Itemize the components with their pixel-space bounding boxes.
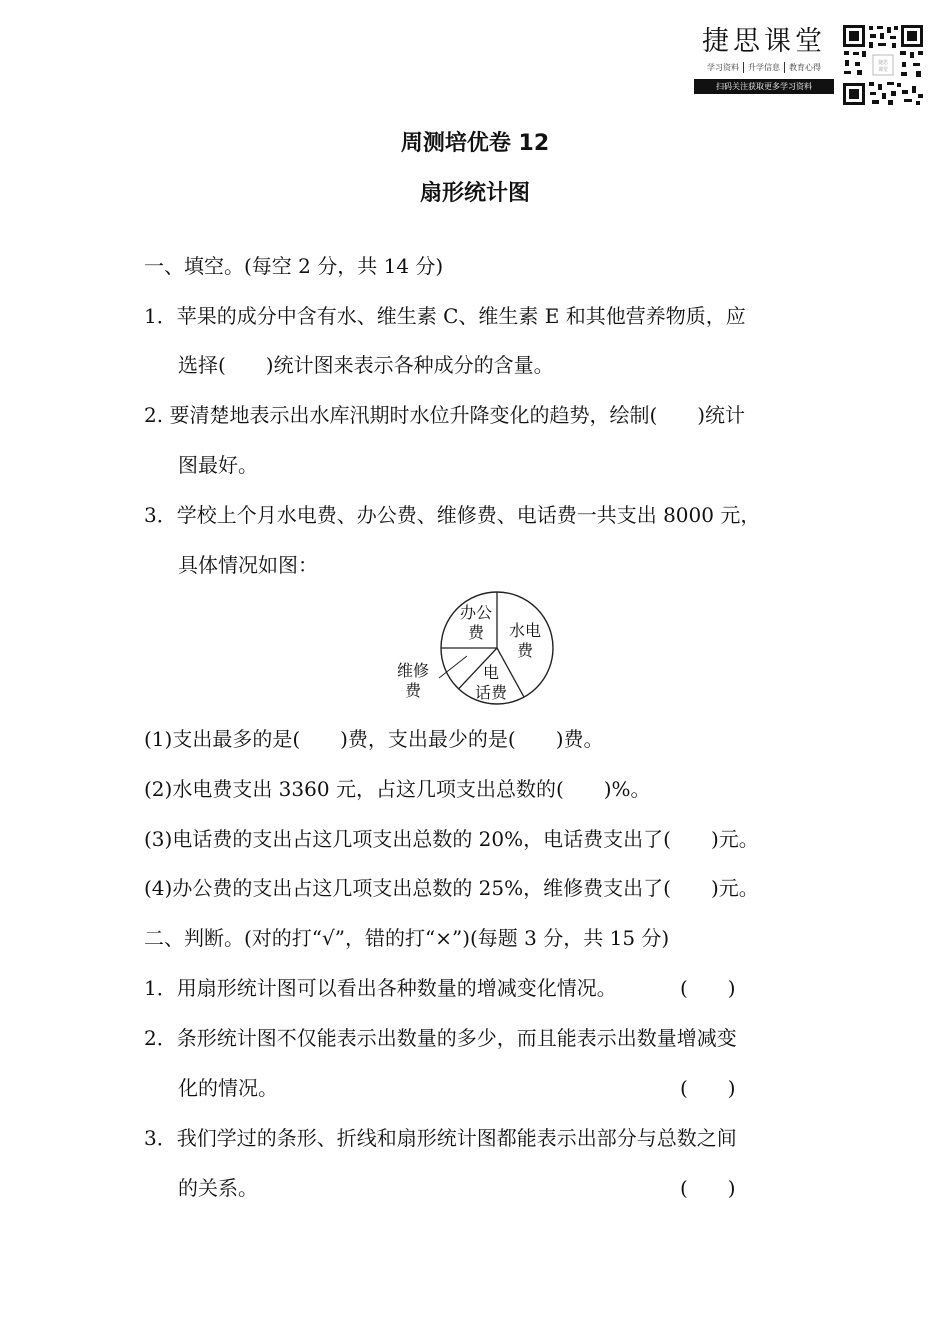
sub-question-2: (2)水电费支出 3360 元，占这几项支出总数的( )%。	[144, 777, 651, 801]
judge-1: 1．用扇形统计图可以看出各种数量的增减变化情况。	[144, 976, 617, 1000]
brand-bar: 扫码关注获取更多学习资料	[694, 79, 834, 94]
pie-slice-label: 费	[467, 623, 485, 642]
page-title: 周测培优卷 12	[400, 131, 550, 156]
sub-question-3: (3)电话费的支出占这几项支出总数的 20%，电话费支出了( )元。	[144, 827, 759, 851]
pie-slice-label: 费	[516, 641, 534, 660]
section1-heading: 一、填空。(每空 2 分，共 14 分)	[144, 254, 444, 278]
pie-slice-label: 电	[482, 663, 500, 682]
pie-slice-label: 水电	[508, 621, 542, 640]
section2-heading: 二、判断。(对的打“√”，错的打“×”)(每题 3 分，共 15 分)	[144, 926, 670, 950]
question-1-line-2: 选择( )统计图来表示各种成分的含量。	[178, 353, 554, 377]
question-2-line-2: 图最好。	[178, 453, 258, 477]
pie-slice-label: 费	[404, 681, 422, 700]
brand-tag: 升学信息	[743, 62, 784, 73]
judge-3-line-1: 3．我们学过的条形、折线和扇形统计图都能表示出部分与总数之间	[144, 1126, 737, 1150]
page-subtitle: 扇形统计图	[419, 181, 530, 206]
pie-slice-label: 办公	[459, 603, 493, 622]
question-3-line-2: 具体情况如图：	[178, 553, 318, 577]
judge-2-answer-paren: ( )	[680, 1076, 736, 1100]
judge-3-answer-paren: ( )	[680, 1176, 736, 1200]
brand-tag: 教育心得	[784, 62, 825, 73]
brand-logo	[694, 24, 834, 94]
brand-name: 捷思课堂	[702, 26, 826, 57]
judge-1-answer-paren: ( )	[680, 976, 736, 1000]
qr-code-icon	[842, 24, 924, 106]
judge-2-line-1: 2．条形统计图不仅能表示出数量的多少，而且能表示出数量增减变	[144, 1026, 737, 1050]
expense-pie-chart	[395, 590, 565, 710]
pie-slice-label: 维修	[396, 661, 430, 680]
pie-slice-label: 话费	[474, 683, 508, 702]
sub-question-1: (1)支出最多的是( )费，支出最少的是( )费。	[144, 727, 604, 751]
question-1-line-1: 1．苹果的成分中含有水、维生素 C、维生素 E 和其他营养物质，应	[144, 304, 746, 328]
judge-3-line-2: 的关系。	[178, 1176, 258, 1200]
svg-text:课堂: 课堂	[877, 67, 889, 73]
brand-tags	[694, 62, 834, 73]
sub-question-4: (4)办公费的支出占这几项支出总数的 25%，维修费支出了( )元。	[144, 876, 759, 900]
judge-2-line-2: 化的情况。	[178, 1076, 278, 1100]
brand-tag: 学习资料	[707, 63, 739, 72]
svg-text:捷思: 捷思	[877, 60, 889, 66]
question-2-line-1: 2. 要清楚地表示出水库汛期时水位升降变化的趋势，绘制( )统计	[144, 403, 746, 427]
question-3-line-1: 3．学校上个月水电费、办公费、维修费、电话费一共支出 8000 元，	[144, 503, 761, 527]
